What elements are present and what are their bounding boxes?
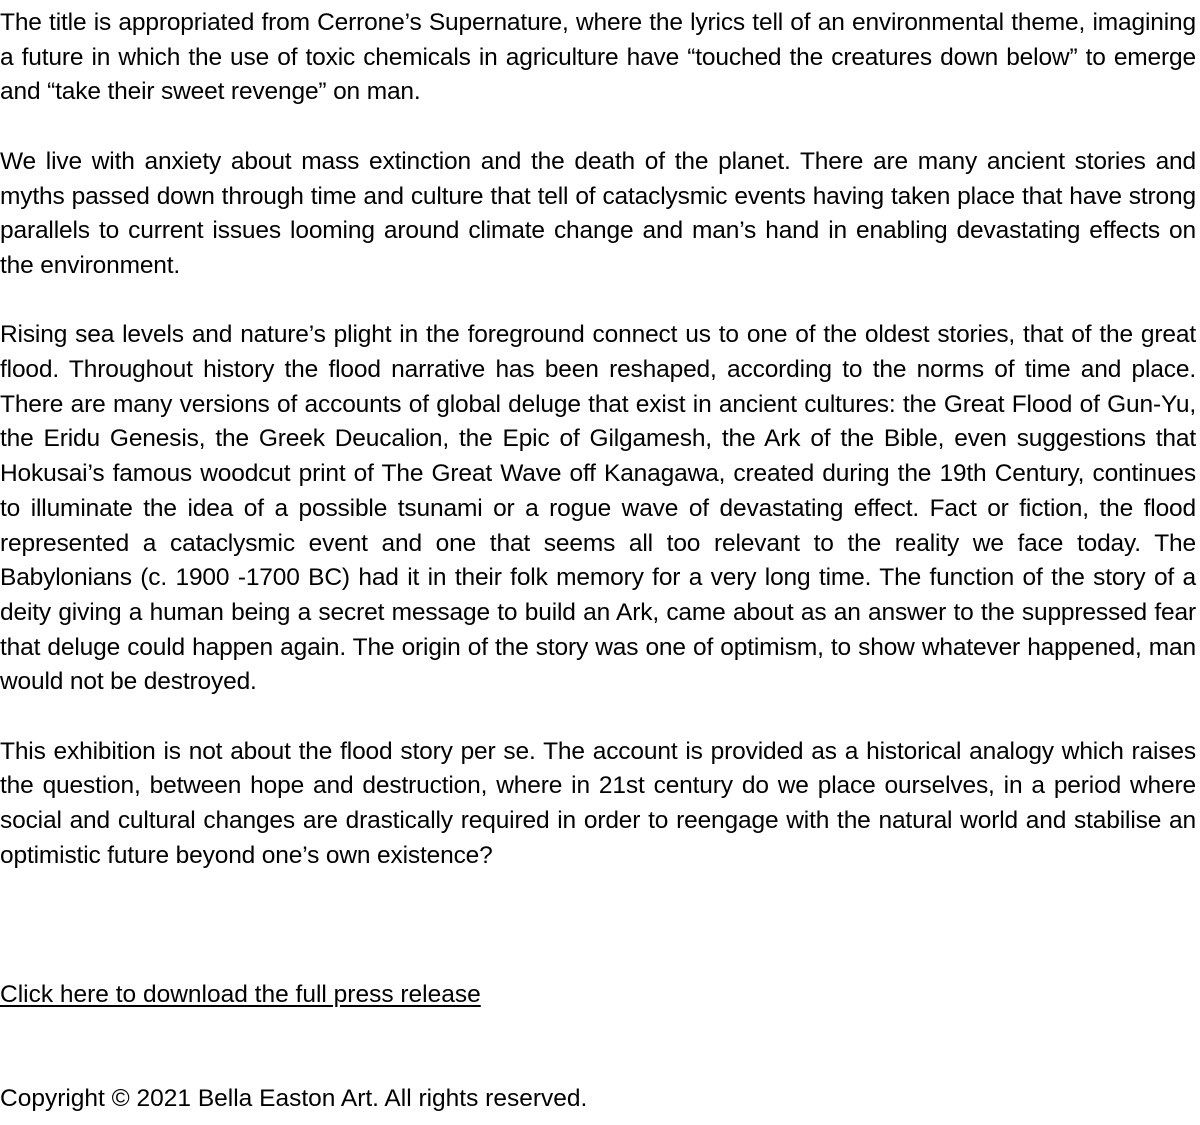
paragraph-exhibition-question: This exhibition is not about the flood story per se. The account is provided as a historical analogy which raises the question, between hope and destruction, where in 21st century do we place ourselves, in a period where social and cultural changes are drastically required in order to reengage with the natural world and stabilise an optimistic future beyond one’s own existence?	[0, 737, 1196, 869]
paragraph-title-origin: The title is appropriated from Cerrone’s Supernature, where the lyrics tell of an environmental theme, imagining a future in which the use of toxic chemicals in agriculture have “touched the creatures down below” to emerge and “take their sweet revenge” on man.	[0, 9, 1196, 106]
paragraph-extinction-anxiety: We live with anxiety about mass extinction and the death of the planet. There are many ancient stories and myths passed down through time and culture that tell of cataclysmic events having taken place that have strong parallels to current issues looming around climate change and man’s hand in enabling devastating effects on the environment.	[0, 147, 1196, 279]
press-text	[0, 6, 1196, 874]
paragraph-great-flood: Rising sea levels and nature’s plight in the foreground connect us to one of the oldest stories, that of the great flood. Throughout history the flood narrative has been reshaped, according to the norms of time and place. There are many versions of accounts of global deluge that exist in ancient cultures: the Great Flood of Gun-Yu, the Eridu Genesis, the Greek Deucalion, the Epic of Gilgamesh, the Ark of the Bible, even suggestions that Hokusai’s famous woodcut print of The Great Wave off Kanagawa, created during the 19th Century, continues to illuminate the idea of a possible tsunami or a rogue wave of devastating effect. Fact or fiction, the flood represented a cataclysmic event and one that seems all too relevant to the reality we face today. The Babylonians (c. 1900 -1700 BC) had it in their folk memory for a very long time. The function of the story of a deity giving a human being a secret message to build an Ark, came about as an answer to the suppressed fear that deluge could happen again. The origin of the story was one of optimism, to show whatever happened, man would not be destroyed.	[0, 321, 1196, 696]
download-press-release-link[interactable]: Click here to download the full press release	[0, 981, 481, 1008]
copyright-notice: Copyright © 2021 Bella Easton Art. All rights reserved.	[0, 1085, 588, 1112]
